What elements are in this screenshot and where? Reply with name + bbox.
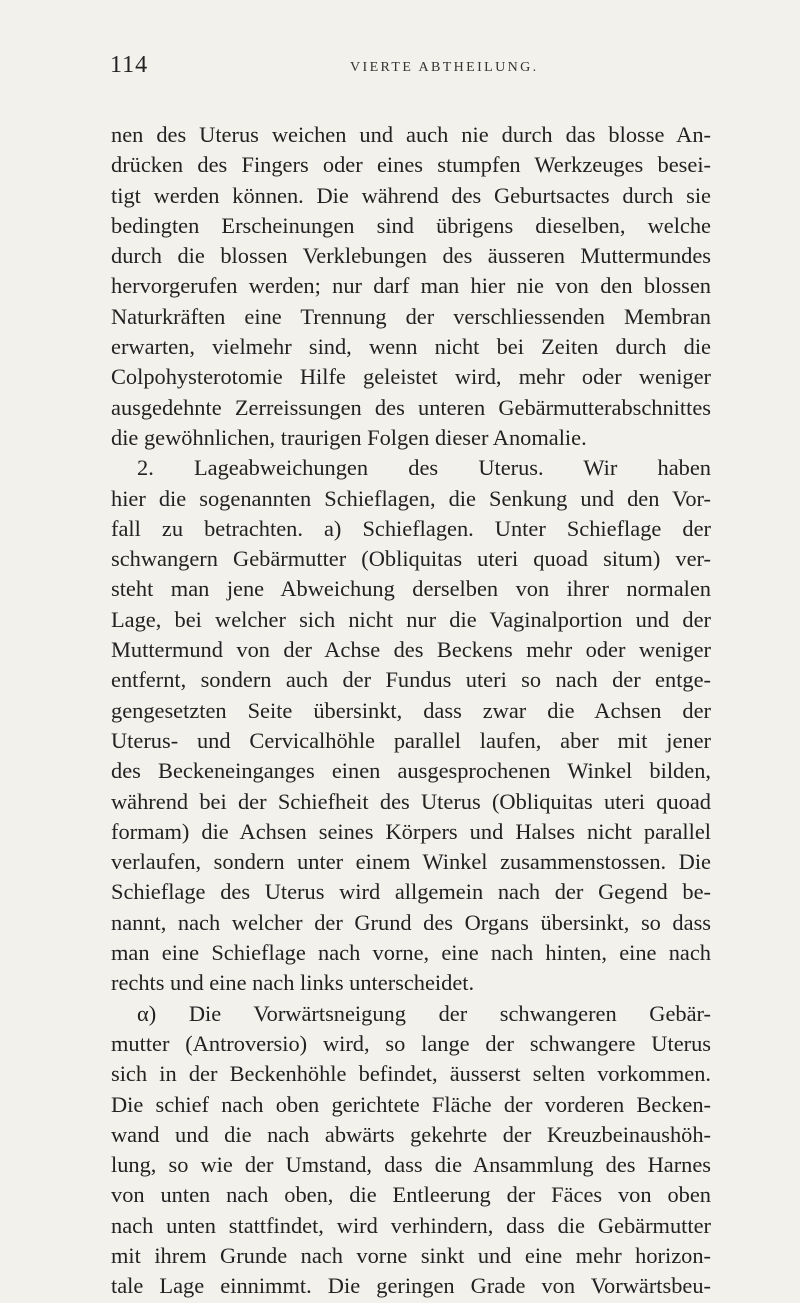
- text-line: verlaufen, sondern unter einem Winkel zusammenstossen. Die: [111, 849, 711, 875]
- text-line: tigt werden können. Die während des Geburtsactes durch sie: [111, 182, 711, 208]
- text-line: Muttermund von der Achse des Beckens mehr oder weniger: [111, 637, 711, 663]
- text-line: tale Lage einnimmt. Die geringen Grade von Vorwärtsbeu-: [111, 1273, 711, 1299]
- text-line: Naturkräften eine Trennung der verschliessenden Membran: [111, 303, 711, 329]
- text-line: Die schief nach oben gerichtete Fläche der vorderen Becken-: [111, 1091, 711, 1117]
- text-line: ausgedehnte Zerreissungen des unteren Gebärmutterabschnittes: [111, 394, 711, 420]
- text-line: entfernt, sondern auch der Fundus uteri so nach der entge-: [111, 667, 711, 693]
- text-line: nannt, nach welcher der Grund des Organs übersinkt, so dass: [111, 909, 711, 935]
- text-line: lung, so wie der Umstand, dass die Ansammlung des Harnes: [111, 1152, 711, 1178]
- text-line: nen des Uterus weichen und auch nie durch das blosse An-: [111, 122, 711, 147]
- text-line: Uterus- und Cervicalhöhle parallel laufen, aber mit jener: [111, 727, 711, 753]
- text-line: Lage, bei welcher sich nicht nur die Vaginalportion und der: [111, 606, 711, 632]
- text-line: formam) die Achsen seines Körpers und Halses nicht parallel: [111, 818, 711, 844]
- text-line: bedingten Erscheinungen sind übrigens dieselben, welche: [111, 212, 711, 238]
- text-line: fall zu betrachten. a) Schieflagen. Unter Schieflage der: [111, 515, 711, 541]
- text-line: gengesetzten Seite übersinkt, dass zwar die Achsen der: [111, 697, 711, 723]
- text-line: schwangern Gebärmutter (Obliquitas uteri quoad situm) ver-: [111, 546, 711, 572]
- body-text: [111, 120, 711, 1302]
- text-line: des Beckeneinganges einen ausgesprochenen Winkel bilden,: [111, 758, 711, 784]
- text-line: sich in der Beckenhöhle befindet, äusserst selten vorkommen.: [111, 1061, 711, 1087]
- text-line: wand und die nach abwärts gekehrte der Kreuzbeinaushöh-: [111, 1121, 711, 1147]
- text-line: mit ihrem Grunde nach vorne sinkt und eine mehr horizon-: [111, 1242, 711, 1268]
- text-line: drücken des Fingers oder eines stumpfen Werkzeuges besei-: [111, 152, 711, 178]
- text-line: durch die blossen Verklebungen des äusseren Muttermundes: [111, 243, 711, 269]
- text-line: Schieflage des Uterus wird allgemein nach der Gegend be-: [111, 879, 711, 905]
- text-line: Colpohysterotomie Hilfe geleistet wird, mehr oder weniger: [111, 364, 711, 390]
- section-title: VIERTE ABTHEILUNG.: [350, 60, 539, 75]
- text-line: erwarten, vielmehr sind, wenn nicht bei Zeiten durch die: [111, 334, 711, 360]
- text-line: hervorgerufen werden; nur darf man hier nie von den blossen: [111, 273, 711, 299]
- text-line: rechts und eine nach links unterscheidet.: [111, 970, 475, 996]
- text-line: nach unten stattfindet, wird verhindern, dass die Gebärmutter: [111, 1212, 711, 1238]
- text-line: die gewöhnlichen, traurigen Folgen dieser Anomalie.: [111, 424, 587, 450]
- running-head: [110, 52, 710, 82]
- section-heading-line: 2. Lageabweichungen des Uterus. Wir haben: [137, 455, 711, 481]
- text-line: während bei der Schiefheit des Uterus (Obliquitas uteri quoad: [111, 788, 711, 814]
- subsection-heading-line: α) Die Vorwärtsneigung der schwangeren Gebär-: [137, 1000, 711, 1026]
- text-line: steht man jene Abweichung derselben von ihrer normalen: [111, 576, 711, 602]
- text-line: man eine Schieflage nach vorne, eine nach hinten, eine nach: [111, 940, 711, 966]
- text-line: von unten nach oben, die Entleerung der Fäces von oben: [111, 1182, 711, 1208]
- text-line: mutter (Antroversio) wird, so lange der schwangere Uterus: [111, 1030, 711, 1056]
- page-number: 114: [110, 52, 149, 78]
- text-line: hier die sogenannten Schieflagen, die Senkung und den Vor-: [111, 485, 711, 511]
